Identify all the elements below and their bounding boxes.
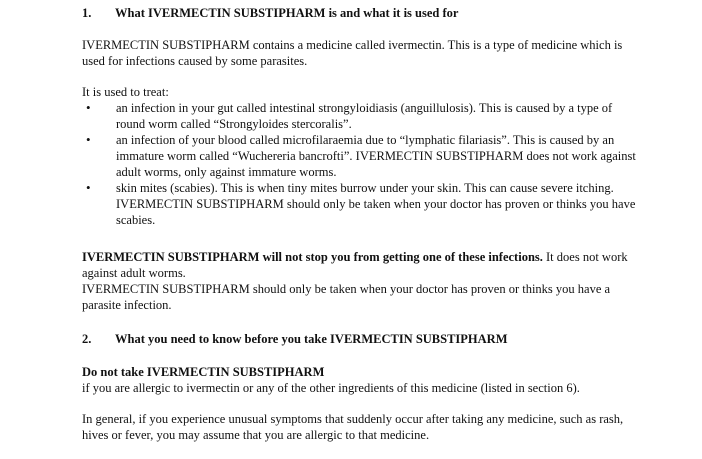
section-2-number: 2. [82, 332, 92, 346]
allergy-general-note: In general, if you experience unusual symptoms that suddenly occur after taking any medicine, such as rash, hives or fever, you may assume that you are allergic to that medicine. [82, 412, 624, 442]
do-not-take-text: if you are allergic to ivermectin or any of the other ingredients of this medicine (listed in section 6). [82, 381, 580, 395]
list-item [82, 180, 642, 228]
infection-warning [82, 249, 642, 313]
list-item-text: skin mites (scabies). This is when tiny mites burrow under your skin. This can cause severe itching. IVERMECTIN SUBSTIPHARM should only be taken when your doctor has proven or thinks you have scabies. [116, 181, 636, 227]
list-item [82, 132, 642, 180]
section-1-heading [82, 5, 458, 21]
section-1-intro: IVERMECTIN SUBSTIPHARM contains a medicine called ivermectin. This is a type of medicine which is used for infections caused by some parasites. [82, 38, 623, 68]
section-2-title: What you need to know before you take IVERMECTIN SUBSTIPHARM [115, 332, 508, 346]
used-to-treat-label: It is used to treat: [82, 85, 169, 99]
section-1-number: 1. [82, 6, 92, 20]
list-item-text: an infection of your blood called microfilaraemia due to “lymphatic filariasis”. This is caused by an immature worm called “Wuchereria bancrofti”. IVERMECTIN SUBSTIPHARM does not work against adult worms, only against immature worms. [116, 133, 636, 179]
list-item [82, 100, 642, 132]
list-item-text: an infection in your gut called intestinal strongyloidiasis (anguillulosis). This is caused by a type of round worm called “Strongyloides stercoralis”. [116, 101, 613, 131]
infection-warning-rest: It does not work against adult worms. [82, 250, 628, 280]
do-not-take-heading: Do not take IVERMECTIN SUBSTIPHARM [82, 365, 325, 379]
infection-warning-line2: IVERMECTIN SUBSTIPHARM should only be taken when your doctor has proven or thinks you have a parasite infection. [82, 282, 611, 312]
bullet-icon: • [86, 132, 91, 147]
do-not-take-block [82, 364, 642, 396]
infection-warning-bold: IVERMECTIN SUBSTIPHARM will not stop you from getting one of these infections. [82, 250, 543, 264]
section-1-title: What IVERMECTIN SUBSTIPHARM is and what it is used for [115, 6, 459, 20]
bullet-icon: • [86, 100, 91, 115]
section-2-heading [82, 331, 508, 347]
bullet-icon: • [86, 180, 91, 195]
treatment-list [82, 100, 642, 228]
